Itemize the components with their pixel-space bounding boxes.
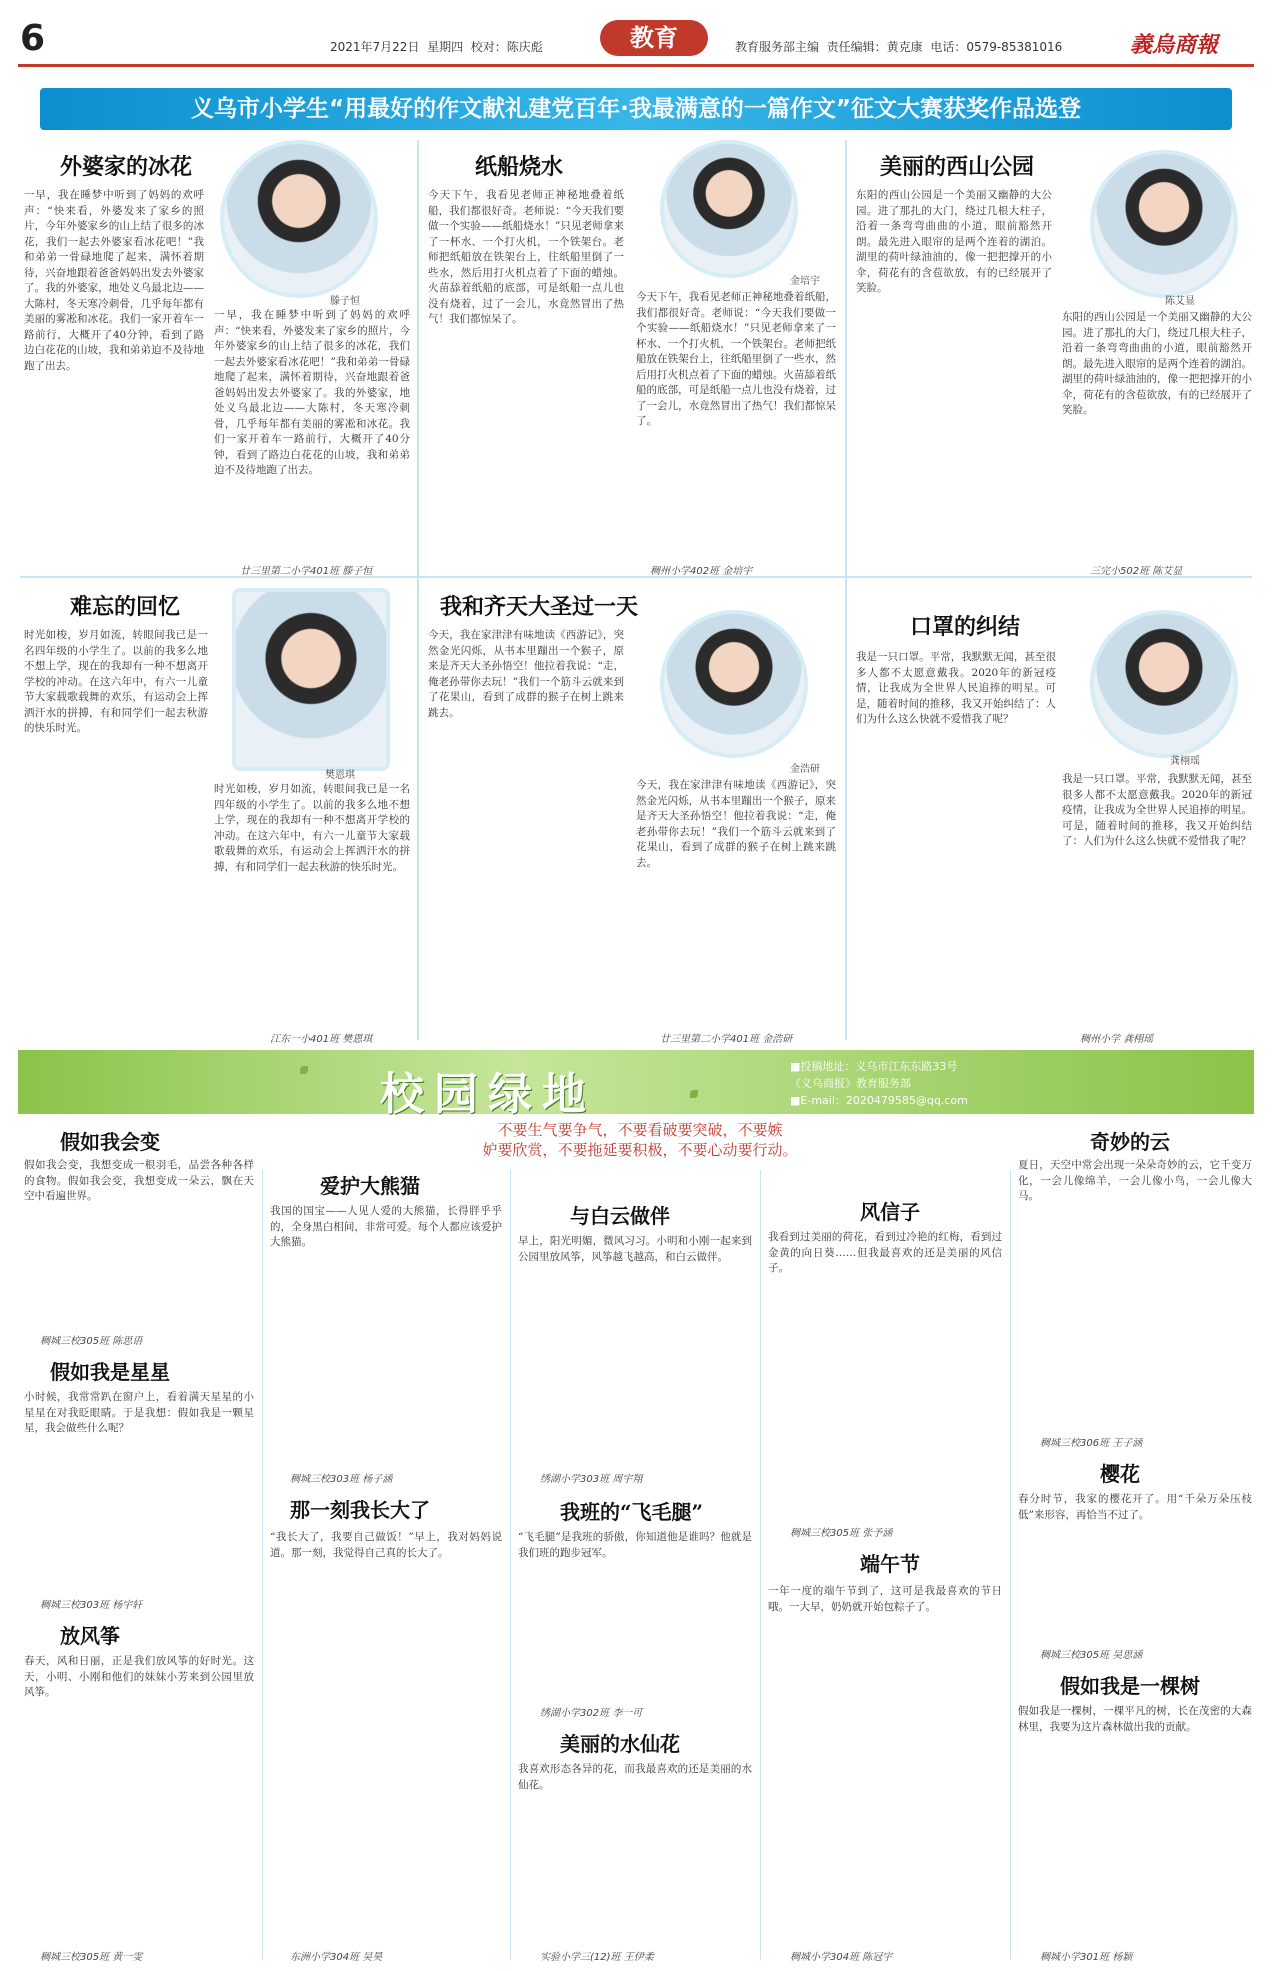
author-photo xyxy=(660,140,798,278)
essay-body: 假如我会变，我想变成一根羽毛，品尝各种各样的食物。假如我会变，我想变成一朵云，飘在天空中看遍世界。 xyxy=(24,1159,254,1202)
slogan-line-1: 不要生气要争气，不要看破要突破，不要嫉 xyxy=(497,1121,783,1139)
photo-caption: 陈艾显 xyxy=(1165,296,1195,307)
slogan-line-2: 妒要欣赏，不要拖延要积极，不要心动要行动。 xyxy=(482,1141,798,1159)
essay-signature: 绣湖小学303班 周宇翔 xyxy=(540,1474,643,1485)
dateline xyxy=(330,38,543,55)
essay-body: 我看到过美丽的荷花，看到过冷艳的红梅，看到过金黄的向日葵……但我最喜欢的还是美丽的风信子。 xyxy=(768,1231,1002,1274)
author-signature: 廿三里第二小学401班 滕子恒 xyxy=(240,566,373,577)
section-badge: 教育 xyxy=(600,20,708,56)
article-body-cont: 今天，我在家津津有味地读《西游记》，突然金光闪烁，从书本里蹦出一个猴子，原来是齐天大圣孙悟空！他拉着我说：“走，俺老孙带你去玩！”我们一个筋斗云就来到了花果山，看到了成群的猴子在树上跳来跳去。 xyxy=(636,779,836,869)
article-body-cont: 我是一只口罩。平常，我默默无闻，甚至很多人都不太愿意戴我。2020年的新冠疫情，让我成为全世界人民追捧的明星。可是，随着时间的推移，我又开始纠结了：人们为什么这么快就不爱惜我了呢？ xyxy=(1062,773,1252,847)
essay-body: “我长大了，我要自己做饭！”早上，我对妈妈说道。那一刻，我觉得自己真的长大了。 xyxy=(270,1531,502,1559)
essay-title: 风信子 xyxy=(860,1200,920,1224)
photo-caption: 金培宇 xyxy=(790,276,820,287)
column-divider xyxy=(510,1170,511,1960)
article-body: 一早，我在睡梦中听到了妈妈的欢呼声：“快来看，外婆发来了家乡的照片，今年外婆家乡的山上结了很多的冰花，我们一起去外婆家看冰花吧！”我和弟弟一骨碌地爬了起来，满怀着期待，兴奋地跟着爸爸妈妈出发去外婆家了。我的外婆家，地处义乌最北边——大陈村，冬天寒冷刺骨，几乎每年都有美丽的雾凇和冰花。我们一家开着车一路前行，大概开了40分钟，看到了路边白花花的山坡，我和弟弟迫不及待地跑了出去。 xyxy=(24,189,204,372)
article-body-cont: 东阳的西山公园是一个美丽又幽静的大公园。进了那扎的大门，绕过几根大柱子，沿着一条弯弯曲曲的小道，眼前豁然开朗。最先进入眼帘的是两个连着的湖泊。湖里的荷叶绿油油的，像一把把撑开的小伞，荷花有的含苞欲放，有的已经展开了笑脸。 xyxy=(1062,311,1252,416)
section-title: 校园绿地 xyxy=(380,1069,596,1120)
essay-body: 我喜欢形态各异的花，而我最喜欢的还是美丽的水仙花。 xyxy=(518,1763,752,1791)
essay-signature: 稠城三校305班 陈思语 xyxy=(40,1336,143,1347)
essay-body: 夏日，天空中常会出现一朵朵奇妙的云，它千变万化，一会儿像绵羊，一会儿像小鸟，一会儿像大马。 xyxy=(1018,1159,1252,1202)
essay-body: 一年一度的端午节到了，这可是我最喜欢的节日哦。一大早，奶奶就开始包粽子了。 xyxy=(768,1585,1002,1613)
article-title: 我和齐天大圣过一天 xyxy=(440,594,639,620)
author-photo xyxy=(232,588,390,771)
photo-caption: 金浩研 xyxy=(790,764,820,775)
article-title: 外婆家的冰花 xyxy=(60,154,193,180)
author-signature: 稠州小学402班 金培宇 xyxy=(650,566,753,577)
article-body: 今天，我在家津津有味地读《西游记》，突然金光闪烁，从书本里蹦出一个猴子，原来是齐天大圣孙悟空！他拉着我说：“走，俺老孙带你去玩！”我们一个筋斗云就来到了花果山，看到了成群的猴子在树上跳来跳去。 xyxy=(428,629,624,719)
column-divider xyxy=(1010,1170,1011,1960)
essay-signature: 稠城三校305班 张予涵 xyxy=(790,1528,893,1539)
essay-body: 假如我是一棵树，一棵平凡的树，长在茂密的大森林里，我要为这片森林做出我的贡献。 xyxy=(1018,1705,1252,1733)
essay-title: 樱花 xyxy=(1100,1462,1140,1486)
essay-signature: 稠城小学304班 陈冠宇 xyxy=(790,1952,893,1963)
essay-signature: 稠城三校306班 王子涵 xyxy=(1040,1438,1143,1449)
essay-signature: 实验小学三(12)班 王伊柔 xyxy=(540,1952,654,1963)
leaf-icon xyxy=(300,1066,308,1074)
essay-title: 我班的“飞毛腿” xyxy=(560,1500,704,1524)
essay-signature: 稠城小学301班 杨颖 xyxy=(1040,1952,1133,1963)
author-photo xyxy=(1090,610,1238,758)
essay-signature: 稠城三校303班 杨子涵 xyxy=(290,1474,393,1485)
essay-signature: 稠城三校303班 杨宇轩 xyxy=(40,1600,143,1611)
author-photo xyxy=(220,140,378,298)
photo-caption: 滕子恒 xyxy=(330,296,360,307)
submit-email: ■E-mail：2020479585@qq.com xyxy=(790,1094,968,1107)
article-body-cont: 今天下午，我看见老师正神秘地叠着纸船，我们都很好奇。老师说：“今天我们要做一个实验——纸船烧水！”只见老师拿来了一杯水、一个打火机，一个铁架台。老师把纸船放在铁架台上，往纸船里倒了一些水，然后用打火机点着了下面的蜡烛。火苗舔着纸船的底部，可是纸船一点儿也没有烧着，过了一会儿，水竟然冒出了热气！我们都惊呆了。 xyxy=(636,291,836,427)
author-signature: 三完小502班 陈艾显 xyxy=(1090,566,1183,577)
essay-title: 爱护大熊猫 xyxy=(320,1174,420,1198)
essay-signature: 东洲小学304班 吴昊 xyxy=(290,1952,383,1963)
submit-address: ■投稿地址：义乌市江东东路33号 xyxy=(790,1060,958,1073)
column-divider xyxy=(417,140,419,1040)
article-title: 纸船烧水 xyxy=(475,154,564,180)
row-divider xyxy=(20,576,1252,578)
author-photo xyxy=(1090,150,1238,298)
essay-title: 假如我会变 xyxy=(60,1130,160,1154)
article-body: 东阳的西山公园是一个美丽又幽静的大公园。进了那扎的大门，绕过几根大柱子，沿着一条弯弯曲曲的小道，眼前豁然开朗。最先进入眼帘的是两个连着的湖泊。湖里的荷叶绿油油的，像一把把撑开的小伞，荷花有的含苞欲放，有的已经展开了笑脸。 xyxy=(856,189,1052,294)
article-title: 口罩的纠结 xyxy=(910,614,1021,640)
submit-mail: 《义乌商报》教育服务部 xyxy=(790,1077,911,1090)
page-number: 6 xyxy=(20,18,46,59)
weekday: 星期四 xyxy=(427,40,464,54)
column-divider xyxy=(845,140,847,1040)
author-photo xyxy=(660,610,808,758)
essay-title: 那一刻我长大了 xyxy=(290,1498,430,1522)
editor-info xyxy=(735,38,1062,55)
contest-banner: 义乌市小学生“用最好的作文献礼建党百年·我最满意的一篇作文”征文大赛获奖作品选登 xyxy=(40,88,1232,130)
header-rule xyxy=(18,64,1254,67)
phone: 电话：0579-85381016 xyxy=(930,40,1063,54)
essay-title: 假如我是星星 xyxy=(50,1360,170,1384)
article-title: 美丽的西山公园 xyxy=(880,154,1035,180)
contact-info xyxy=(790,1058,968,1109)
proofreader: 校对：陈庆彪 xyxy=(470,40,543,54)
essay-signature: 绣湖小学302班 李一可 xyxy=(540,1708,643,1719)
slogan xyxy=(330,1120,950,1160)
essay-title: 假如我是一棵树 xyxy=(1060,1674,1200,1698)
column-divider xyxy=(262,1170,263,1960)
essay-title: 与白云做伴 xyxy=(570,1204,670,1228)
author-signature: 廿三里第二小学401班 金浩研 xyxy=(660,1034,793,1045)
editor: 责任编辑：黄克康 xyxy=(826,40,923,54)
essay-body: “飞毛腿”是我班的骄傲，你知道他是谁吗？他就是我们班的跑步冠军。 xyxy=(518,1531,752,1559)
article-body-cont: 时光如梭，岁月如流，转眼间我已是一名四年级的小学生了。以前的我多么地不想上学，现在的我却有一种不想离开学校的冲动。在这六年中，有六一儿童节大家载歌载舞的欢乐，有运动会上挥洒汗水的拼搏，有和同学们一起去秋游的快乐时光。 xyxy=(214,783,410,873)
essay-title: 奇妙的云 xyxy=(1090,1130,1170,1154)
article-body: 时光如梭，岁月如流，转眼间我已是一名四年级的小学生了。以前的我多么地不想上学，现在的我却有一种不想离开学校的冲动。在这六年中，有六一儿童节大家载歌载舞的欢乐，有运动会上挥洒汗水的拼搏，有和同学们一起去秋游的快乐时光。 xyxy=(24,629,208,734)
campus-green-banner xyxy=(18,1050,1254,1114)
service-dept: 教育服务部主编 xyxy=(735,40,820,54)
essay-title: 端午节 xyxy=(860,1552,920,1576)
masthead-logo: 義烏商報 xyxy=(1130,32,1219,58)
page-header xyxy=(0,0,1272,82)
date: 2021年7月22日 xyxy=(330,40,420,54)
essay-body: 春分时节，我家的樱花开了。用“千朵万朵压枝低”来形容，再恰当不过了。 xyxy=(1018,1493,1252,1521)
essay-signature: 稠城三校305班 吴思涵 xyxy=(1040,1650,1143,1661)
essay-title: 放风筝 xyxy=(60,1624,120,1648)
photo-caption: 龚栩瑶 xyxy=(1170,756,1200,767)
essay-body: 春天，风和日丽，正是我们放风筝的好时光。这天，小明、小刚和他们的妹妹小芳来到公园里放风筝。 xyxy=(24,1655,254,1698)
article-body: 今天下午，我看见老师正神秘地叠着纸船，我们都很好奇。老师说：“今天我们要做一个实验——纸船烧水！”只见老师拿来了一杯水、一个打火机，一个铁架台。老师把纸船放在铁架台上，往纸船里倒了一些水，然后用打火机点着了下面的蜡烛。火苗舔着纸船的底部，可是纸船一点儿也没有烧着，过了一会儿，水竟然冒出了热气！我们都惊呆了。 xyxy=(428,189,624,325)
essay-body: 我国的国宝——人见人爱的大熊猫，长得胖乎乎的，全身黑白相间，非常可爱。每个人都应该爱护大熊猫。 xyxy=(270,1205,502,1248)
column-divider xyxy=(760,1170,761,1960)
author-signature: 江东一小401班 樊恩琪 xyxy=(270,1034,373,1045)
article-body: 我是一只口罩。平常，我默默无闻，甚至很多人都不太愿意戴我。2020年的新冠疫情，让我成为全世界人民追捧的明星。可是，随着时间的推移，我又开始纠结了：人们为什么这么快就不爱惜我了呢？ xyxy=(856,651,1056,725)
leaf-icon xyxy=(690,1090,698,1098)
article-body-cont: 一早，我在睡梦中听到了妈妈的欢呼声：“快来看，外婆发来了家乡的照片，今年外婆家乡的山上结了很多的冰花，我们一起去外婆家看冰花吧！”我和弟弟一骨碌地爬了起来，满怀着期待，兴奋地跟着爸爸妈妈出发去外婆家了。我的外婆家，地处义乌最北边——大陈村，冬天寒冷刺骨，几乎每年都有美丽的雾凇和冰花。我们一家开着车一路前行，大概开了40分钟，看到了路边白花花的山坡，我和弟弟迫不及待地跑了出去。 xyxy=(214,309,410,476)
article-title: 难忘的回忆 xyxy=(70,594,181,620)
author-signature: 稠州小学 龚栩瑶 xyxy=(1080,1034,1154,1045)
essay-body: 小时候，我常常趴在窗户上，看着满天星星的小星星在对我眨眼睛。于是我想：假如我是一颗星星，我会做些什么呢？ xyxy=(24,1391,254,1434)
essay-title: 美丽的水仙花 xyxy=(560,1732,680,1756)
photo-caption: 樊恩琪 xyxy=(325,770,355,781)
essay-signature: 稠城三校305班 黄一雯 xyxy=(40,1952,143,1963)
essay-body: 早上，阳光明媚，微风习习。小明和小刚一起来到公园里放风筝，风筝越飞越高，和白云做伴。 xyxy=(518,1235,752,1263)
